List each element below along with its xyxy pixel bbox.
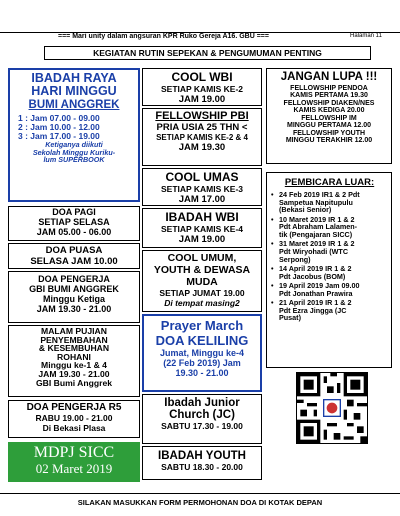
ibadah-raya-title2: HARI MINGGU bbox=[31, 84, 117, 99]
speaker-line: 19 April 2019 Jam 09.00 bbox=[279, 281, 360, 291]
ibadah-raya-venue: BUMI ANGGREK bbox=[28, 99, 120, 112]
ibadah-youth-title: IBADAH YOUTH bbox=[158, 450, 246, 462]
ibadah-youth-box bbox=[142, 446, 262, 480]
doa-pagi-time: JAM 05.00 - 06.00 bbox=[36, 227, 112, 237]
speaker-line: 14 April 2019 IR 1 & 2 bbox=[279, 264, 352, 274]
fellowship-pbi-sub1: PRIA USIA 25 THN < bbox=[156, 122, 248, 133]
cool-wbi-sub: SETIAP KAMIS KE-2 bbox=[160, 84, 244, 94]
fellowship-pbi-box bbox=[142, 108, 262, 166]
bullet-icon: • bbox=[271, 298, 274, 308]
speaker-item bbox=[271, 265, 388, 280]
header-announcement: === Mari unity dalam angsuran KPR Ruko Gereja A16. GBU === bbox=[58, 33, 269, 40]
jangan-lupa-item-1a: FELLOWSHIP PENDOA bbox=[290, 85, 368, 92]
speaker-item bbox=[271, 216, 388, 239]
speaker-line: Sampetua Napitupulu bbox=[279, 197, 353, 207]
bullet-icon: • bbox=[271, 281, 274, 291]
pembicara-title: PEMBICARA LUAR: bbox=[284, 177, 375, 188]
speaker-line: Pdt Jacobus (BOM) bbox=[279, 271, 346, 281]
service-time-2: 2 : Jam 10.00 - 12.00 bbox=[18, 122, 100, 133]
doa-pagi-sub: SETIAP SELASA bbox=[38, 217, 110, 227]
malam-pujian-line4: ROHANI bbox=[57, 351, 91, 362]
pembicara-box bbox=[266, 172, 392, 368]
doa-pengerja-sub1: GBI BUMI ANGGREK bbox=[29, 284, 119, 294]
bullet-icon: • bbox=[271, 264, 274, 274]
malam-pujian-line1: MALAM PUJIAN bbox=[41, 326, 107, 336]
doa-r5-title: DOA PENGERJA R5 bbox=[26, 402, 122, 413]
doa-pengerja-box bbox=[8, 271, 140, 323]
doa-pagi-box bbox=[8, 206, 140, 241]
jangan-lupa-title: JANGAN LUPA !!! bbox=[280, 71, 378, 83]
jangan-lupa-item-2b: KAMIS KEDIGA 20.00 bbox=[293, 107, 365, 114]
doa-pengerja-title: DOA PENGERJA bbox=[38, 274, 110, 284]
malam-pujian-line2: PENYEMBAHAN bbox=[40, 334, 108, 345]
bullet-icon: • bbox=[271, 214, 274, 224]
ibadah-junior-box bbox=[142, 394, 262, 444]
mdpj-date: 02 Maret 2019 bbox=[35, 460, 113, 476]
malam-pujian-place: GBI Bumi Anggrek bbox=[35, 377, 113, 388]
cool-wbi-title: COOL WBI bbox=[171, 70, 233, 84]
speaker-line: Pdt Abraham Lalamen- bbox=[279, 222, 358, 232]
doa-puasa-title: DOA PUASA bbox=[45, 245, 103, 256]
speaker-item bbox=[271, 282, 388, 297]
speaker-line: Pdt Jonathan Prawira bbox=[279, 288, 353, 298]
cool-umum-line3: MUDA bbox=[186, 276, 218, 288]
prayer-march-line3: Jumat, Minggu ke-4 bbox=[159, 348, 244, 358]
fellowship-pbi-time: JAM 19.30 bbox=[178, 142, 226, 153]
mdpj-banner bbox=[8, 442, 140, 482]
fellowship-pbi-sub2: SETIAP KAMIS KE-2 & 4 bbox=[156, 133, 248, 142]
page-number: Halaman 11 bbox=[350, 33, 382, 39]
ibadah-wbi-title: IBADAH WBI bbox=[165, 210, 239, 224]
jangan-lupa-box bbox=[266, 68, 392, 164]
speaker-item bbox=[271, 191, 388, 214]
cool-umum-line1: COOL UMUM, bbox=[167, 252, 237, 264]
cool-umum-box bbox=[142, 250, 262, 312]
ibadah-junior-time: SABTU 17.30 - 19.00 bbox=[161, 421, 243, 431]
ibadah-raya-title1: IBADAH RAYA bbox=[31, 71, 117, 85]
jangan-lupa-item-2a: FELLOWSHIP DIAKEN/NES bbox=[283, 100, 375, 107]
mdpj-title: MDPJ SICC bbox=[33, 444, 115, 461]
ibadah-raya-note1: Ketiganya diikuti bbox=[45, 140, 103, 150]
ibadah-wbi-sub: SETIAP KAMIS KE-4 bbox=[160, 224, 244, 234]
speaker-line: Pdt Wiryohadi (WTC bbox=[279, 246, 349, 256]
prayer-march-line5: 19.30 - 21.00 bbox=[175, 368, 229, 378]
ibadah-raya-note2: Sekolah Minggu Kuriku- bbox=[32, 147, 116, 157]
qr-code[interactable] bbox=[296, 372, 368, 444]
doa-pengerja-time: JAM 19.30 - 21.00 bbox=[36, 304, 112, 314]
ibadah-raya-box bbox=[8, 68, 140, 202]
speaker-line: 24 Feb 2019 IR1 & 2 Pdt bbox=[279, 190, 360, 199]
speaker-list bbox=[271, 191, 388, 322]
cool-umas-time: JAM 17.00 bbox=[178, 194, 226, 205]
cool-umas-box bbox=[142, 168, 262, 206]
speaker-item bbox=[271, 299, 388, 322]
jangan-lupa-item-4a: FELLOWSHIP YOUTH bbox=[292, 130, 366, 137]
cool-umas-sub: SETIAP KAMIS KE-3 bbox=[160, 184, 244, 194]
service-time-1: 1 : Jam 07.00 - 09.00 bbox=[18, 113, 100, 124]
service-time-3: 3 : Jam 17.00 - 19.00 bbox=[18, 131, 100, 142]
cool-wbi-box bbox=[142, 68, 262, 106]
footer-text: SILAKAN MASUKKAN FORM PERMOHONAN DOA DI KOTAK DEPAN bbox=[77, 498, 323, 507]
doa-r5-place: Di Bekasi Plasa bbox=[42, 423, 106, 433]
speaker-line: tik (Pengajaran SICC) bbox=[279, 229, 353, 239]
speaker-line: 21 April 2019 IR 1 & 2 bbox=[279, 298, 352, 308]
doa-pagi-title: DOA PAGI bbox=[52, 207, 96, 217]
bullet-icon: • bbox=[271, 190, 274, 199]
speaker-line: 31 Maret 2019 IR 1 & 2 bbox=[279, 239, 355, 249]
malam-pujian-time: JAM 19.30 - 21.00 bbox=[38, 368, 110, 379]
jangan-lupa-item-3b: MINGGU PERTAMA 12.00 bbox=[286, 122, 371, 129]
doa-r5-time: RABU 19.00 - 21.00 bbox=[35, 413, 113, 423]
speaker-line: 10 Maret 2019 IR 1 & 2 bbox=[279, 214, 355, 224]
malam-pujian-sub: Minggu ke-1 & 4 bbox=[41, 360, 107, 371]
cool-umum-note: Di tempat masing2 bbox=[164, 298, 240, 308]
ibadah-raya-note3: lum SUPERBOOK bbox=[43, 155, 105, 165]
speaker-line: Pdt Ezra Jingga (JC bbox=[279, 305, 347, 315]
prayer-march-line1: Prayer March bbox=[160, 318, 244, 333]
speaker-item bbox=[271, 240, 388, 263]
qr-code-graphic bbox=[297, 373, 367, 443]
malam-pujian-box bbox=[8, 325, 140, 397]
prayer-march-box bbox=[142, 314, 262, 392]
malam-pujian-line3: & KESEMBUHAN bbox=[38, 343, 110, 354]
jangan-lupa-item-4b: MINGGU TERAKHIR 12.00 bbox=[285, 137, 373, 144]
ibadah-wbi-time: JAM 19.00 bbox=[178, 234, 226, 245]
doa-pengerja-r5-card bbox=[8, 400, 140, 438]
doa-pengerja-sub2: Minggu Ketiga bbox=[43, 294, 105, 304]
fellowship-pbi-title: FELLOWSHIP PBI bbox=[155, 110, 249, 122]
doa-puasa-time: SELASA JAM 10.00 bbox=[30, 256, 118, 267]
cool-umum-sub: SETIAP JUMAT 19.00 bbox=[159, 288, 245, 298]
jangan-lupa-item-1b: KAMIS PERTAMA 19.30 bbox=[290, 92, 368, 99]
prayer-march-line4: (22 Feb 2019) Jam bbox=[163, 358, 241, 368]
jangan-lupa-item-3a: FELLOWSHIP IM bbox=[301, 115, 357, 122]
speaker-line: Pusat) bbox=[279, 313, 301, 323]
ibadah-youth-time: SABTU 18.30 - 20.00 bbox=[161, 462, 243, 472]
ibadah-junior-line2: Church (JC) bbox=[169, 409, 235, 421]
footer-rule bbox=[0, 493, 400, 494]
cool-umum-line2: YOUTH & DEWASA bbox=[153, 264, 251, 276]
speaker-line: (Bekasi Senior) bbox=[279, 205, 332, 215]
speaker-line: Serpong) bbox=[279, 254, 311, 264]
ibadah-wbi-box bbox=[142, 208, 262, 248]
bullet-icon: • bbox=[271, 239, 274, 249]
prayer-march-line2: DOA KELILING bbox=[155, 333, 249, 348]
cool-umas-title: COOL UMAS bbox=[165, 170, 239, 184]
doa-puasa-box bbox=[8, 243, 140, 269]
ibadah-junior-line1: Ibadah Junior bbox=[164, 397, 240, 409]
page-title: KEGIATAN RUTIN SEPEKAN & PENGUMUMAN PENTING bbox=[44, 46, 371, 60]
cool-wbi-time: JAM 19.00 bbox=[178, 94, 226, 105]
